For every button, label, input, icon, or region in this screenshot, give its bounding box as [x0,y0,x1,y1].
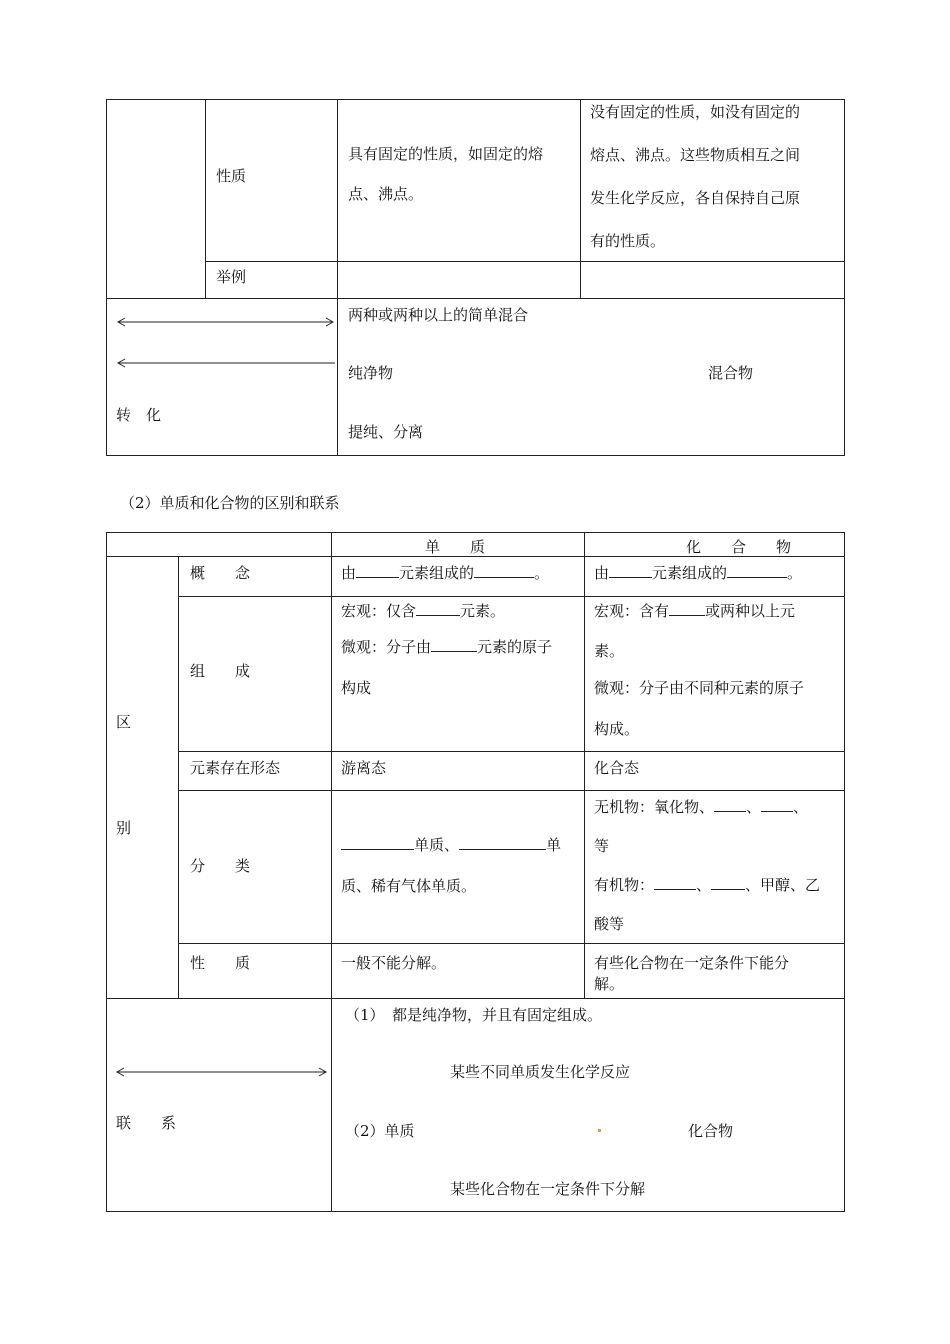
purification-text: 提纯、分离 [348,423,424,441]
compound-classification-line4: 酸等 [594,915,625,933]
mixture-property-line3: 发生化学反应，各自保持自己原 [590,189,801,207]
elemental-composition-line3: 构成 [341,679,372,697]
header-elemental: 单 质 [425,538,486,556]
mixture-property-line2: 熔点、沸点。这些物质相互之间 [590,146,801,164]
row-label-property2: 性 质 [190,954,251,972]
relation-compound-term: 化合物 [688,1122,734,1140]
pure-substance-term: 纯净物 [348,364,394,382]
compound-concept: 由 元素组成的 。 [594,564,803,582]
compound-composition-line2: 素。 [594,642,625,660]
decomposition-text: 某些化合物在一定条件下分解 [450,1180,646,1198]
compound-classification-line2: 等 [594,837,610,855]
pure-property-line2: 点、沸点。 [348,185,424,203]
row-label-state: 元素存在形态 [190,759,281,777]
elemental-classification-line1: 单质、 单 [341,834,561,855]
compound-composition-line1: 宏观：含有 或两种以上元 [594,602,796,620]
diff-label-qu: 区 [116,713,132,731]
section-title: （2）单质和化合物的区别和联系 [120,494,340,512]
compound-composition-line4: 构成。 [594,720,640,738]
row-label-property: 性质 [216,167,247,185]
reaction-text: 某些不同单质发生化学反应 [450,1063,631,1081]
elemental-concept: 由 元素组成的 。 [341,564,550,582]
compound-property-line1: 有些化合物在一定条件下能分 [594,954,790,972]
elemental-classification-line2: 质、稀有气体单质。 [341,877,477,895]
compound-composition-line3: 微观：分子由不同种元素的原子 [594,679,805,697]
compound-classification-line3: 有机物： 、 、甲醇、乙 [594,876,821,894]
relation-line1: （1） 都是纯净物，并且有固定组成。 [345,1006,603,1024]
row-label-concept: 概 念 [190,564,251,582]
row-label-example: 举例 [216,268,247,286]
compound-classification-line1: 无机物：氧化物、 、 、 [594,798,809,816]
mixing-text: 两种或两种以上的简单混合 [348,306,529,324]
header-compound: 化 合 物 [686,538,792,556]
row-label-classification: 分 类 [190,857,251,875]
pure-property-line1: 具有固定的性质，如固定的熔 [348,145,544,163]
compound-state: 化合态 [594,759,640,777]
elemental-composition-line1: 宏观：仅含 元素。 [341,602,506,620]
compound-property-line2: 解。 [594,975,625,993]
transform-label: 转 化 [116,406,162,424]
mixture-property-line1: 没有固定的性质，如没有固定的 [590,103,801,121]
relation-label: 联 系 [116,1114,177,1132]
marker-dot [598,1129,601,1132]
elemental-composition-line2: 微观：分子由 元素的原子 [341,638,553,656]
relation-elemental-term: （2）单质 [345,1122,415,1140]
elemental-state: 游离态 [341,759,387,777]
mixture-term: 混合物 [708,364,754,382]
row-label-composition: 组 成 [190,662,251,680]
mixture-property-line4: 有的性质。 [590,232,666,250]
diff-label-bie: 别 [116,819,132,837]
elemental-property: 一般不能分解。 [341,954,447,972]
